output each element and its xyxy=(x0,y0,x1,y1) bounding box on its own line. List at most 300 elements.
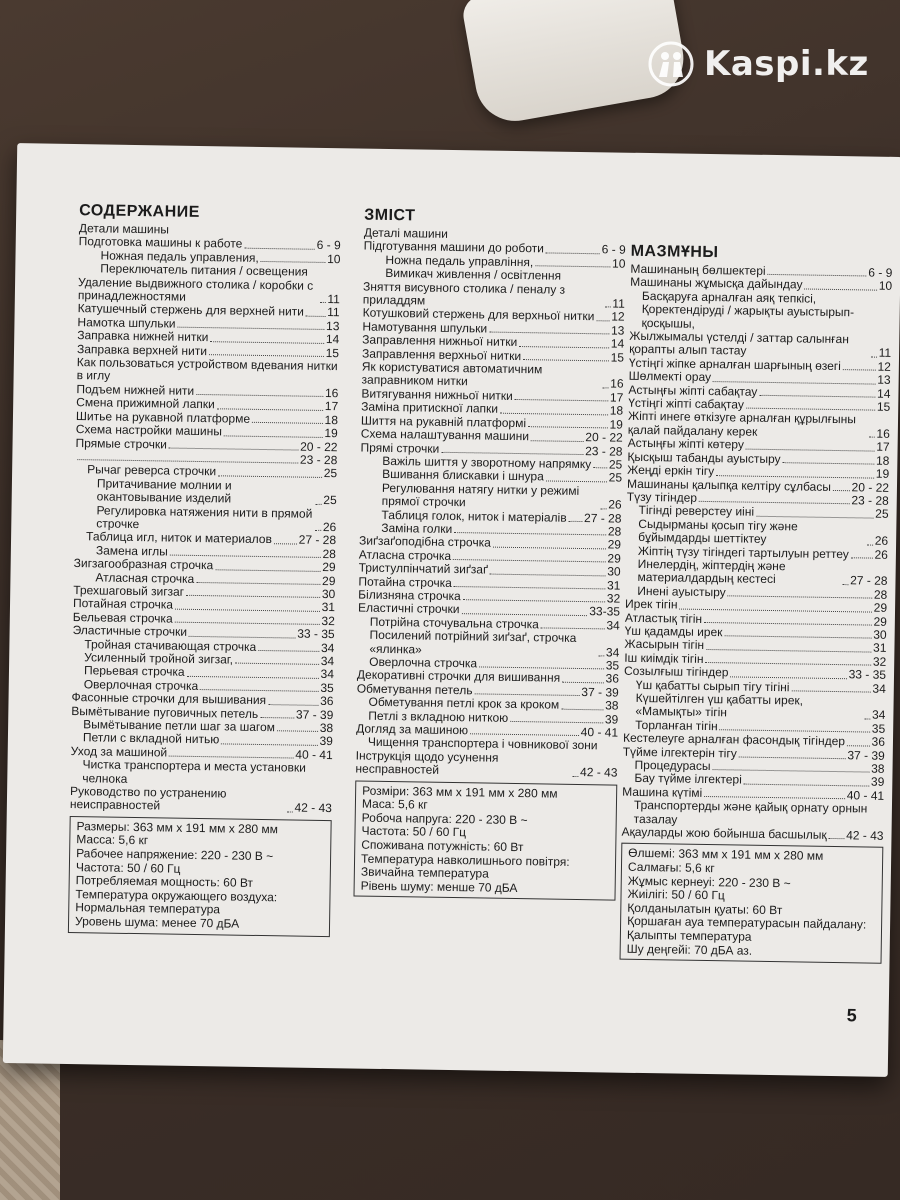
toc-entry-title: Шөлмекті орау xyxy=(628,368,712,385)
spec-line: Жұмыс кернеуі: 220 - 230 В ~ xyxy=(627,873,791,891)
toc-entry-title: Чистка транспортера и места установки челнока xyxy=(82,757,306,786)
toc-entry-page: 19 xyxy=(324,426,338,441)
toc-entry-page: 34 xyxy=(320,667,335,682)
toc-column-kazakh xyxy=(620,243,893,964)
toc-leader-dots xyxy=(768,274,867,277)
toc-leader-dots xyxy=(728,595,872,598)
toc-entry-page: 27 - 28 xyxy=(583,510,622,526)
toc-entry-page: 25 xyxy=(323,493,337,508)
watermark-text: Kaspi.kz xyxy=(704,44,869,84)
toc-entry-page: 39 xyxy=(604,712,619,727)
toc-entry-page: 36 xyxy=(871,734,886,750)
toc-entry-title: Намотування шпульки xyxy=(362,319,488,336)
spec-line: Қоршаған ауа температурасын пайдалану: xyxy=(627,914,867,932)
toc-entry-page: 18 xyxy=(875,453,890,468)
toc-entry-title: Жіпті инеге өткізуге арналған құрылғыны қалай пайдалану керек xyxy=(627,409,857,439)
toc-entry-page: 34 xyxy=(871,708,886,723)
toc-entry-title: Іш киімдік тігін xyxy=(624,650,704,666)
toc-entry-page: 27 - 28 xyxy=(298,532,337,548)
toc-leader-dots xyxy=(500,412,608,415)
toc-entry-title: Кестелеуге арналған фасондық тігіндер xyxy=(622,730,846,749)
toc-entry-page: 10 xyxy=(878,279,893,294)
toc-entry-page: 26 xyxy=(874,547,889,562)
toc-leader-dots xyxy=(871,356,877,357)
toc-entry-page: 18 xyxy=(324,412,339,427)
toc-entry-title: Басқаруға арналған аяқ тепкісі, xyxy=(641,288,817,306)
toc-entry-title: Потрійна сточувальна строчка xyxy=(369,614,539,632)
toc-entry-title: Заправлення нижньої нитки xyxy=(362,332,518,350)
toc-entry-title: Фасонные строчки для вышивания xyxy=(71,690,267,708)
toc-leader-dots xyxy=(218,475,322,478)
toc-entry-page: 11 xyxy=(327,305,340,320)
toc-leader-dots xyxy=(217,408,323,411)
toc-leader-dots xyxy=(235,663,319,665)
toc-entry-page: 23 - 28 xyxy=(585,443,623,459)
toc-entry-title: Тройная стачивающая строчка xyxy=(84,636,257,654)
toc-entry-page: 38 xyxy=(319,720,334,736)
toc-entry-title: Таблица игл, ниток и материалов xyxy=(85,529,272,547)
toc-entry-page: 25 xyxy=(875,506,889,522)
toc-entry-page: 25 xyxy=(323,466,338,481)
toc-entry-title: Вымётывание пуговичных петель xyxy=(71,703,259,721)
toc-entry-page: 30 xyxy=(873,627,887,642)
toc-entry-title: Күшейтілген үш қабатты ирек, «Мамықты» тігін xyxy=(635,690,804,720)
toc-entry-title: Түйме ілгектерін тігу xyxy=(622,744,737,761)
toc-entry-page: 33 - 35 xyxy=(848,667,887,683)
toc-entry-page: 14 xyxy=(876,386,891,401)
toc-entry-page: 28 xyxy=(322,546,336,561)
toc-entry-title: Перьевая строчка xyxy=(83,663,185,680)
toc-entry-page: 25 xyxy=(608,470,623,485)
toc-leader-dots xyxy=(175,608,320,611)
spec-line: Қалыпты температура xyxy=(626,927,752,944)
toc-entry-title: Вымётывание петли шаг за шагом xyxy=(83,717,276,735)
toc-leader-dots xyxy=(315,530,321,531)
toc-entry-title: Переключатель питания / освещения xyxy=(100,261,308,279)
spec-line: Масса: 5,6 кг xyxy=(76,832,149,848)
toc-entry-title: Котушковий стержень для верхньої нитки xyxy=(362,305,595,324)
toc-entry-page: 25 xyxy=(608,457,623,472)
spec-line: Рівень шуму: менше 70 дБА xyxy=(360,878,518,895)
toc-entry-title: Заправлення верхньої нитки xyxy=(361,346,522,363)
toc-entry-page: 40 - 41 xyxy=(580,725,619,740)
toc-leader-dots xyxy=(515,399,608,401)
toc-leader-dots xyxy=(783,462,874,464)
toc-entry-title: Бельевая строчка xyxy=(72,609,173,626)
toc-entry-title: Рычаг реверса строчки xyxy=(87,462,217,479)
toc-entry-title: Підготування машини до роботи xyxy=(363,238,545,256)
toc-entry-title: Үстіңгі жіпті сабақтау xyxy=(628,395,744,412)
toc-entry-title: Ирек тігін xyxy=(625,596,678,612)
toc-leader-dots xyxy=(286,811,292,812)
specs-box xyxy=(68,816,332,937)
spec-line: Споживана потужність: 60 Вт xyxy=(361,837,524,855)
toc-entry-title: Бау түйме ілгектері xyxy=(634,771,742,788)
toc-entry-title: Заміна притискної лапки xyxy=(361,399,499,416)
toc-leader-dots xyxy=(593,468,607,469)
toc-leader-dots xyxy=(598,655,604,656)
toc-leader-dots xyxy=(864,718,870,719)
toc-entry-page: 16 xyxy=(610,376,624,392)
toc-entry-title: Притачивание молнии и окантовывание изделий xyxy=(96,476,232,506)
toc-entry-title: Инені ауыстыру xyxy=(637,583,726,600)
toc-entry-title: Петли с вкладной нитью xyxy=(82,730,220,747)
toc-entry-title: Еластичні строчки xyxy=(357,600,460,617)
toc-entry-page: 35 xyxy=(605,658,620,673)
toc-entry-page: 29 xyxy=(607,537,622,552)
toc-entry-page: 17 xyxy=(324,399,339,414)
manual-page xyxy=(3,143,900,1077)
toc-leader-dots xyxy=(756,515,873,518)
toc-leader-dots xyxy=(454,586,605,589)
toc-leader-dots xyxy=(474,694,579,697)
toc-entry-title: Эластичные строчки xyxy=(72,623,188,640)
toc-heading: МАЗМҰНЫ xyxy=(630,242,719,262)
toc-leader-dots xyxy=(804,288,876,290)
toc-entry-title: Ақауларды жою бойынша басшылық xyxy=(621,824,827,842)
toc-list xyxy=(621,263,892,844)
toc-entry-title: Түзу тігіндер xyxy=(626,489,698,505)
specs-box xyxy=(620,843,884,964)
toc-entry-title: Важіль шиття у зворотному напрямку xyxy=(382,453,592,472)
toc-leader-dots xyxy=(261,261,325,263)
toc-entry-title: Обметування петлі крок за кроком xyxy=(368,694,560,712)
toc-leader-dots xyxy=(523,359,609,361)
toc-entry-page: 28 xyxy=(873,587,888,602)
toc-entry-page: 10 xyxy=(327,251,341,267)
toc-entry-title: Таблиця голок, ниток і матеріалів xyxy=(381,507,567,525)
toc-entry-page: 15 xyxy=(325,345,340,360)
toc-entry-page: 30 xyxy=(321,586,336,602)
toc-entry-page: 12 xyxy=(877,359,891,374)
spec-line: Потребляемая мощность: 60 Вт xyxy=(75,873,254,891)
toc-entry-title: Оверлочная строчка xyxy=(83,677,199,693)
toc-entry-page: 34 xyxy=(606,618,620,633)
toc-entry-page: 17 xyxy=(876,439,890,455)
toc-entry-page: 20 - 22 xyxy=(585,430,623,445)
toc-entry-page: 10 xyxy=(611,256,626,271)
toc-entry-title: Регулювання натягу нитки у режимі прямої строчки xyxy=(381,480,580,510)
toc-entry-page: 26 xyxy=(608,497,622,512)
toc-leader-dots xyxy=(604,307,610,308)
toc-leader-dots xyxy=(528,426,608,428)
spec-line: Частота: 50 / 60 Гц xyxy=(75,859,181,876)
toc-entry-title: Атластық тігін xyxy=(624,610,703,626)
toc-entry-page: 14 xyxy=(610,336,625,351)
spec-line: Рабочее напряжение: 220 - 230 В ~ xyxy=(76,846,274,864)
toc-entry-title: Үстіңгі жіпке арналған шарғының өзегі xyxy=(628,355,842,373)
toc-entry xyxy=(70,785,332,816)
toc-entry-page: 29 xyxy=(873,600,888,615)
spec-line: Частота: 50 / 60 Гц xyxy=(361,824,467,840)
toc-leader-dots xyxy=(833,490,850,491)
toc-leader-dots xyxy=(746,448,874,451)
toc-entry-page: 42 - 43 xyxy=(579,765,618,780)
toc-entry-page: 31 xyxy=(872,640,887,656)
toc-entry-page: 19 xyxy=(875,466,890,481)
toc-heading: ЗМІСТ xyxy=(364,206,416,225)
toc-leader-dots xyxy=(546,480,607,482)
toc-leader-dots xyxy=(744,783,869,786)
toc-leader-dots xyxy=(463,600,605,603)
toc-entry-page: 34 xyxy=(872,681,886,696)
toc-leader-dots xyxy=(679,608,871,612)
toc-entry-page: 28 xyxy=(607,524,622,539)
toc-leader-dots xyxy=(224,435,323,438)
toc-entry-page: 35 xyxy=(871,721,886,736)
toc-entry-title: Потайна строчка xyxy=(358,574,452,590)
toc-entry-page: 20 - 22 xyxy=(851,479,890,495)
toc-entry-title: Смена прижимной лапки xyxy=(76,395,215,412)
toc-leader-dots xyxy=(210,341,324,344)
toc-entry-title: Потайная строчка xyxy=(72,596,174,612)
toc-entry-title: Зняття висувного столика / пеналу з приладдям xyxy=(362,279,566,308)
toc-entry-title: Руководство по устранению неисправностей xyxy=(69,784,227,813)
toc-entry-page: 34 xyxy=(320,653,335,669)
toc-list xyxy=(70,222,341,816)
toc-entry-page: 33 - 35 xyxy=(297,626,335,642)
spec-line: Звичайна температура xyxy=(360,864,489,881)
toc-leader-dots xyxy=(541,628,605,630)
toc-entry-title: Сыдырманы қосып тігу және бұйымдарды шеттіктеу xyxy=(638,516,798,547)
toc-entry-page: 30 xyxy=(607,564,621,579)
toc-entry-title: Тігінді реверстеу иіні xyxy=(638,503,755,520)
page-number: 5 xyxy=(846,1005,857,1026)
toc-leader-dots xyxy=(562,682,603,684)
toc-entry-page: 29 xyxy=(873,614,887,629)
toc-entry-title: Машинаның бөлшектері xyxy=(630,261,766,278)
toc-leader-dots xyxy=(493,546,606,549)
toc-entry-page: 23 - 28 xyxy=(851,493,889,508)
toc-entry-page: 38 xyxy=(605,698,619,713)
toc-entry-title: Жеңді еркін тігу xyxy=(627,462,715,479)
toc-entry-page: 17 xyxy=(609,390,624,405)
toc-entry-page: 13 xyxy=(325,318,340,334)
toc-entry-title: Посилений потрійний зиґзаґ, строчка «ялинка» xyxy=(369,627,577,657)
spec-line: Маса: 5,6 кг xyxy=(361,796,428,812)
spec-line: Размеры: 363 мм x 191 мм x 280 мм xyxy=(76,818,279,837)
toc-entry-page: 19 xyxy=(609,417,624,432)
toc-entry-title: Намотка шпульки xyxy=(77,314,176,331)
toc-entry-title: Астыңғы жіпті сабақтау xyxy=(628,382,758,399)
toc-entry-title: Деталі машини xyxy=(363,225,449,241)
toc-entry-title: Машина күтімі xyxy=(622,784,703,800)
toc-entry-page: 42 - 43 xyxy=(846,828,884,843)
toc-entry-title: Детали машины xyxy=(78,221,170,237)
toc-entry-title: Машинаны қалыпқа келтіру сұлбасы xyxy=(626,476,832,494)
toc-entry-page: 18 xyxy=(609,403,624,418)
toc-entry-title: Прямі строчки xyxy=(360,440,440,456)
toc-leader-dots xyxy=(851,557,873,558)
toc-entry-page: 40 - 41 xyxy=(295,747,333,762)
spec-line: Уровень шума: менее 70 дБА xyxy=(74,914,240,931)
toc-leader-dots xyxy=(535,265,610,267)
toc-entry-title: Процедурасы xyxy=(634,757,711,774)
spec-line: Температура навколишнього повітря: xyxy=(360,851,570,869)
toc-entry-title: Усиленный тройной зигзаг, xyxy=(84,650,234,667)
toc-leader-dots xyxy=(175,622,320,625)
toc-leader-dots xyxy=(277,731,318,733)
toc-entry-title: Катушечный стержень для верхней нити xyxy=(77,301,305,320)
spec-line: Розміри: 363 мм x 191 мм x 280 мм xyxy=(362,783,558,801)
toc-entry-page: 16 xyxy=(324,385,339,401)
toc-leader-dots xyxy=(531,440,583,442)
toc-entry-page: 15 xyxy=(876,399,891,414)
toc-entry-page: 42 - 43 xyxy=(294,801,332,816)
toc-leader-dots xyxy=(561,708,603,710)
toc-entry-page: 12 xyxy=(611,309,625,325)
toc-heading: СОДЕРЖАНИЕ xyxy=(79,202,201,221)
toc-entry-title: Қоректендіруді / жарықты ауыстырып-қосқышы, xyxy=(641,302,855,331)
toc-leader-dots xyxy=(461,613,587,616)
toc-leader-dots xyxy=(196,582,320,585)
toc-entry-page: 26 xyxy=(874,533,889,548)
toc-entry-page: 40 - 41 xyxy=(846,788,885,803)
spec-line: Қолданылатын қуаты: 60 Вт xyxy=(627,900,783,918)
toc-entry-title: Як користуватися автоматичним заправником нитки xyxy=(361,359,543,389)
toc-entry-title: Ножная педаль управления, xyxy=(100,248,259,265)
toc-list xyxy=(355,227,626,781)
toc-leader-dots xyxy=(519,346,609,348)
spec-line: Жиілігі: 50 / 60 Гц xyxy=(627,887,725,903)
toc-leader-dots xyxy=(510,721,603,723)
toc-leader-dots xyxy=(260,717,294,719)
toc-entry-page: 34 xyxy=(605,645,620,660)
toc-entry-page: 35 xyxy=(320,680,334,695)
toc-entry-title: Транспортерды және қайық орнату орнын тазалау xyxy=(633,798,868,827)
toc-leader-dots xyxy=(867,544,873,545)
toc-entry-page: 29 xyxy=(607,551,621,566)
spec-line: Нормальная температура xyxy=(75,900,221,917)
toc-entry-title: Торланған тігін xyxy=(635,717,718,733)
toc-entry-page: 6 - 9 xyxy=(601,242,626,258)
toc-leader-dots xyxy=(258,650,319,652)
toc-entry-title: Схема настройки машины xyxy=(75,422,222,439)
toc-entry-title: Үш қабатты сырып тігу тігіні xyxy=(635,677,790,694)
toc-entry-page: 39 xyxy=(870,775,885,790)
toc-leader-dots xyxy=(842,584,848,585)
toc-entry-title: Жасырын тігін xyxy=(624,637,705,653)
toc-entry-page: 11 xyxy=(878,346,892,361)
toc-entry-page: 29 xyxy=(322,560,336,575)
toc-leader-dots xyxy=(602,387,608,388)
toc-leader-dots xyxy=(221,743,317,746)
kaspi-logo-icon xyxy=(648,41,694,87)
spec-line: Шу деңгейі: 70 дБА аз. xyxy=(626,941,753,958)
toc-entry-title: Витягування нижньої нитки xyxy=(361,386,513,403)
toc-leader-dots xyxy=(315,503,321,504)
toc-leader-dots xyxy=(829,838,845,839)
toc-entry-page: 32 xyxy=(872,654,887,669)
toc-leader-dots xyxy=(705,662,870,666)
toc-entry-page: 37 - 39 xyxy=(295,707,334,722)
toc-leader-dots xyxy=(252,422,323,424)
toc-entry-page: 6 - 9 xyxy=(316,238,341,253)
toc-leader-dots xyxy=(196,394,323,397)
specs-box xyxy=(353,780,617,901)
toc-entry-title: Зигзагообразная строчка xyxy=(73,556,214,573)
toc-entry-page: 32 xyxy=(606,591,621,606)
toc-entry-page: 26 xyxy=(322,519,337,535)
toc-entry-page: 27 - 28 xyxy=(850,573,888,589)
toc-entry-page: 6 - 9 xyxy=(868,265,893,280)
toc-leader-dots xyxy=(215,569,320,572)
toc-entry-title: Заміна голки xyxy=(381,520,453,536)
toc-entry-page: 13 xyxy=(610,323,625,338)
toc-entry xyxy=(355,749,617,780)
toc-entry-title: Інструкція щодо усунення несправностей xyxy=(355,748,499,778)
toc-leader-dots xyxy=(596,320,609,321)
toc-leader-dots xyxy=(546,252,600,254)
toc-leader-dots xyxy=(724,636,871,639)
toc-entry-title: Регулировка натяжения нити в прямой строчке xyxy=(96,502,313,532)
toc-leader-dots xyxy=(739,757,846,760)
toc-entry-title: Машинаны жұмысқа дайындау xyxy=(630,275,803,292)
toc-entry-page: 23 - 28 xyxy=(299,452,338,468)
toc-leader-dots xyxy=(490,573,605,576)
toc-leader-dots xyxy=(759,395,875,398)
toc-entry-page: 37 - 39 xyxy=(581,684,619,700)
toc-entry-page: 37 - 39 xyxy=(847,747,885,763)
toc-entry-page: 36 xyxy=(605,671,620,687)
toc-entry-title: Инелердің, жіптердің және материалдардың кестесі xyxy=(637,556,786,587)
toc-entry-title: Қысқыш табанды ауыстыру xyxy=(627,449,781,466)
toc-entry-title: Уход за машиной xyxy=(70,743,168,760)
toc-leader-dots xyxy=(843,369,876,371)
toc-entry-title: Заправка нижней нитки xyxy=(77,328,209,345)
toc-entry-title: Прямые строчки xyxy=(75,435,168,451)
toc-entry-page: 31 xyxy=(606,577,621,593)
toc-leader-dots xyxy=(704,622,871,626)
toc-entry-title: Атласна строчка xyxy=(358,547,452,563)
toc-entry-page: 33-35 xyxy=(589,604,621,620)
toc-entry-page: 15 xyxy=(610,350,625,365)
toc-column-russian xyxy=(68,202,341,937)
toc-entry-page: 39 xyxy=(319,734,334,749)
toc-leader-dots xyxy=(186,595,320,598)
toc-entry-title: Жылжымалы үстелді / заттар салынған қорапты алып тастау xyxy=(629,328,850,359)
spec-line: Өлшемі: 363 мм x 191 мм x 280 мм xyxy=(628,846,824,864)
spec-line: Температура окружающего воздуха: xyxy=(75,886,278,905)
toc-entry-title: Вимикач живлення / освітлення xyxy=(385,266,562,283)
toc-entry-title: Заправка верхней нити xyxy=(76,341,208,358)
toc-entry-title: Зиґзаґоподібна строчка xyxy=(358,533,491,550)
toc-entry-title: Замена иглы xyxy=(95,543,168,559)
toc-leader-dots xyxy=(791,690,870,692)
toc-entry-title: Трехшаговый зигзаг xyxy=(73,583,185,599)
toc-entry-title: Шиття на рукавній платформі xyxy=(360,413,527,430)
toc-leader-dots xyxy=(189,635,295,638)
toc-leader-dots xyxy=(169,447,298,450)
toc-leader-dots xyxy=(274,543,297,544)
toc-leader-dots xyxy=(244,247,314,249)
toc-entry-title: Оверлочна строчка xyxy=(369,654,478,671)
toc-leader-dots xyxy=(706,649,871,653)
toc-entry-title: Как пользоваться устройством вдевания нитки в иглу xyxy=(76,355,338,384)
toc-entry-title: Догляд за машиною xyxy=(356,721,469,738)
toc-leader-dots xyxy=(268,704,318,706)
toc-entry-title: Подъем нижней нити xyxy=(76,381,195,398)
toc-entry-title: Ножна педаль управління, xyxy=(385,252,534,270)
toc-entry-page: 13 xyxy=(877,372,891,388)
toc-entry-title: Атласная строчка xyxy=(95,569,195,586)
spec-line: Робоча напруга: 220 - 230 В ~ xyxy=(361,810,528,828)
toc-entry-title: Тристулпінчатий зиґзаґ xyxy=(358,560,489,577)
toc-leader-dots xyxy=(187,676,319,679)
toc-entry-page: 20 - 22 xyxy=(300,439,338,454)
toc-entry-title: Үш қадамды ирек xyxy=(624,623,723,640)
toc-entry-title: Декоративні строчки для вишивання xyxy=(356,667,561,686)
